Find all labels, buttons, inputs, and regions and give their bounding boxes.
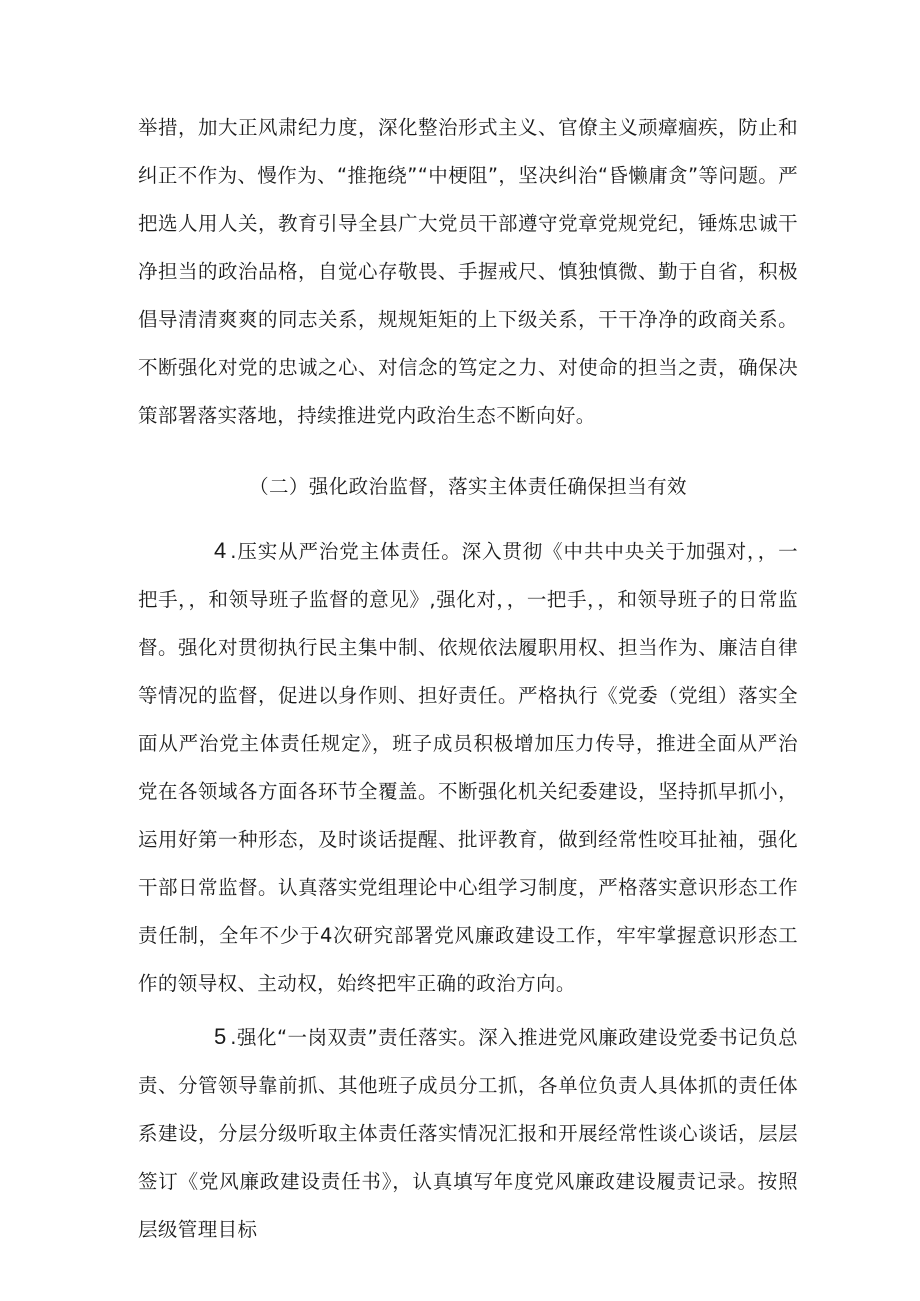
paragraph-item-5 <box>138 1013 798 1254</box>
item-number: 4 <box>214 538 227 563</box>
paragraph-text: 举措，加大正风肃纪力度，深化整治形式主义、官僚主义顽瘴痼疾，防止和纠正不作为、慢作为、“推拖绕”“中梗阻”，坚决纠治“昏懒庸贪”等问题。严把选人用人关，教育引导全县广大党员干部遵守党章党规党纪，锤炼忠诚干净担当的政治品格，自觉心存敬畏、手握戒尺、慎独慎微、勤于自省，积极倡导清清爽爽的同志关系，规规矩矩的上下级关系，干干净净的政商关系。不断强化对党的忠诚之心、对信念的笃定之力、对使命的担当之责，确保决策部署落实落地，持续推进党内政治生态不断向好。 <box>138 116 799 427</box>
section-heading: （二）强化政治监督，落实主体责任确保担当有效 <box>249 475 687 498</box>
item-number: 5 <box>214 1024 227 1049</box>
paragraph-item-4 <box>138 527 798 1008</box>
paragraph-text: .强化“一岗双责”责任落实。深入推进党风廉政建设党委书记负总责、分管领导靠前抓、其他班子成员分工抓，各单位负责人具体抓的责任体系建设，分层分级听取主体责任落实情况汇报和开展经常性谈心谈话，层层签订《党风廉政建设责任书》，认真填写年度党风廉政建设履责记录。按照层级管理目标 <box>138 1026 798 1241</box>
paragraph-continuation <box>138 104 798 440</box>
paragraph-text: .压实从严治党主体责任。深入贯彻《中共中央关于加强对，，一把手，，和领导班子监督的意见》,强化对，，一把手，，和领导班子的日常监督。强化对贯彻执行民主集中制、依规依法履职用权、担当作为、廉洁自律等情况的监督，促进以身作则、担好责任。严格执行《党委（党组）落实全面从严治党主体责任规定》，班子成员积极增加压力传导，推进全面从严治党在各领域各方面各环节全覆盖。不断强化机关纪委建设，坚持抓早抓小，运用好第一种形态，及时谈话提醒、批评教育，做到经常性咬耳扯袖，强化干部日常监督。认真落实党组理论中心组学习制度，严格落实意识形态工作责任制，全年不少于4次研究部署党风廉政建设工作，牢牢掌握意识形态工作的领导权、主动权，始终把牢正确的政治方向。 <box>138 540 798 995</box>
